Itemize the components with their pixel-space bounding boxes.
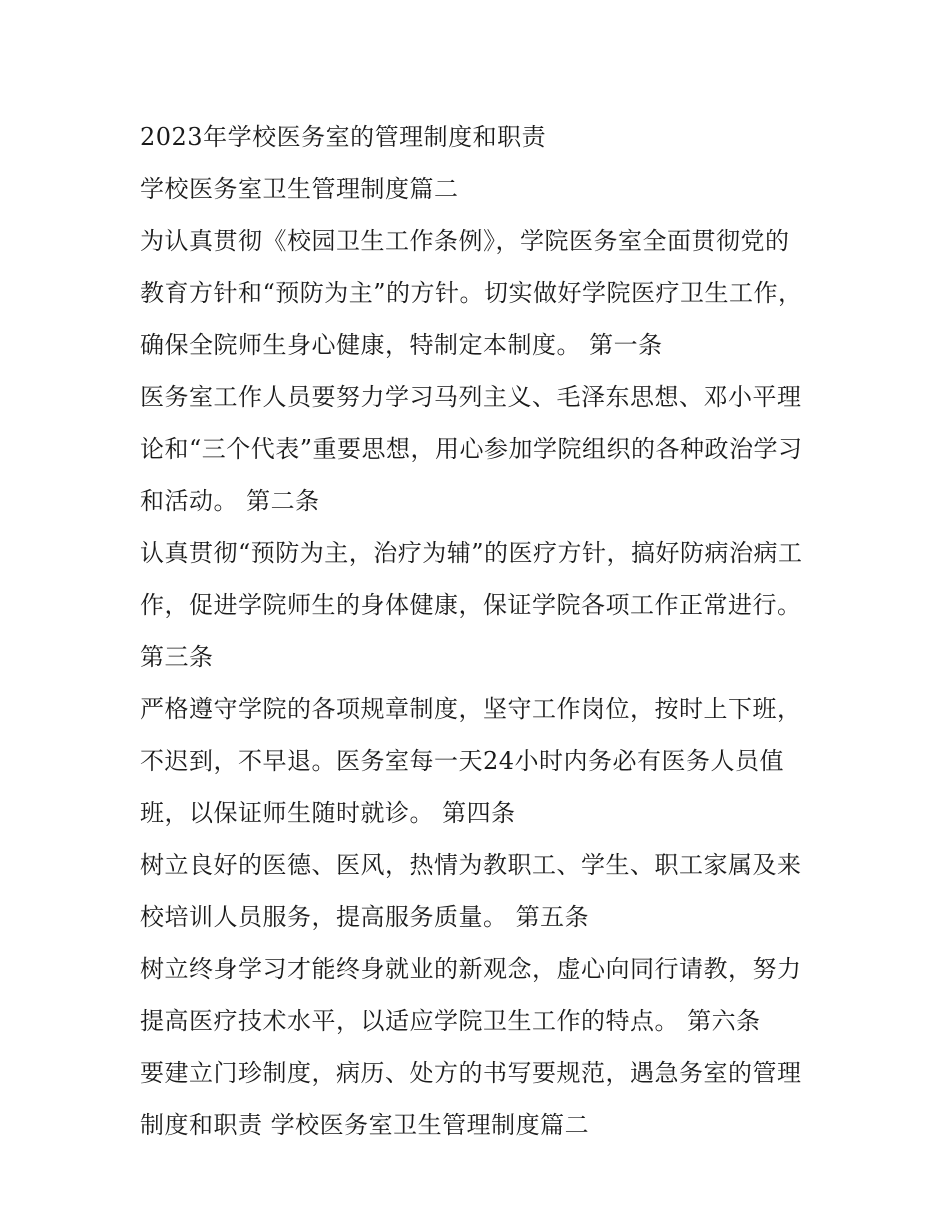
paragraph-line: 第三条 bbox=[140, 643, 214, 671]
paragraph-line: 认真贯彻“预防为主，治疗为辅”的医疗方针，搞好防病治病工 bbox=[140, 539, 803, 567]
paragraph-line: 和活动。 第二条 bbox=[140, 487, 320, 515]
paragraph-line: 树立良好的医德、医风，热情为教职工、学生、职工家属及来 bbox=[140, 851, 802, 879]
paragraph-line: 医务室工作人员要努力学习马列主义、毛泽东思想、邓小平理 bbox=[140, 383, 802, 411]
document-body bbox=[140, 111, 830, 1151]
paragraph-line: 严格遵守学院的各项规章制度，坚守工作岗位，按时上下班， bbox=[140, 695, 802, 723]
paragraph-line: 提高医疗技术水平，以适应学院卫生工作的特点。 第六条 bbox=[140, 1007, 761, 1035]
paragraph-line: 不迟到，不早退。医务室每一天24小时内务必有医务人员值 bbox=[140, 747, 785, 775]
paragraph-line: 校培训人员服务，提高服务质量。 第五条 bbox=[140, 903, 590, 931]
paragraph-line: 确保全院师生身心健康，特制定本制度。 第一条 bbox=[140, 331, 663, 359]
document-title: 2023年学校医务室的管理制度和职责 bbox=[140, 123, 547, 151]
paragraph-line: 要建立门珍制度，病历、处方的书写要规范，遇急务室的管理 bbox=[140, 1059, 802, 1087]
paragraph-line: 为认真贯彻《校园卫生工作条例》，学院医务室全面贯彻党的 bbox=[140, 227, 790, 255]
paragraph-line: 制度和职责 学校医务室卫生管理制度篇二 bbox=[140, 1111, 590, 1139]
paragraph-line: 班，以保证师生随时就诊。 第四条 bbox=[140, 799, 516, 827]
section-heading: 学校医务室卫生管理制度篇二 bbox=[140, 175, 459, 203]
paragraph-line: 树立终身学习才能终身就业的新观念，虚心向同行请教，努力 bbox=[140, 955, 802, 983]
paragraph-line: 教育方针和“预防为主”的方针。切实做好学院医疗卫生工作， bbox=[140, 279, 803, 307]
paragraph-line: 作，促进学院师生的身体健康，保证学院各项工作正常进行。 bbox=[140, 591, 802, 619]
paragraph-line: 论和“三个代表”重要思想，用心参加学院组织的各种政治学习 bbox=[140, 435, 803, 463]
